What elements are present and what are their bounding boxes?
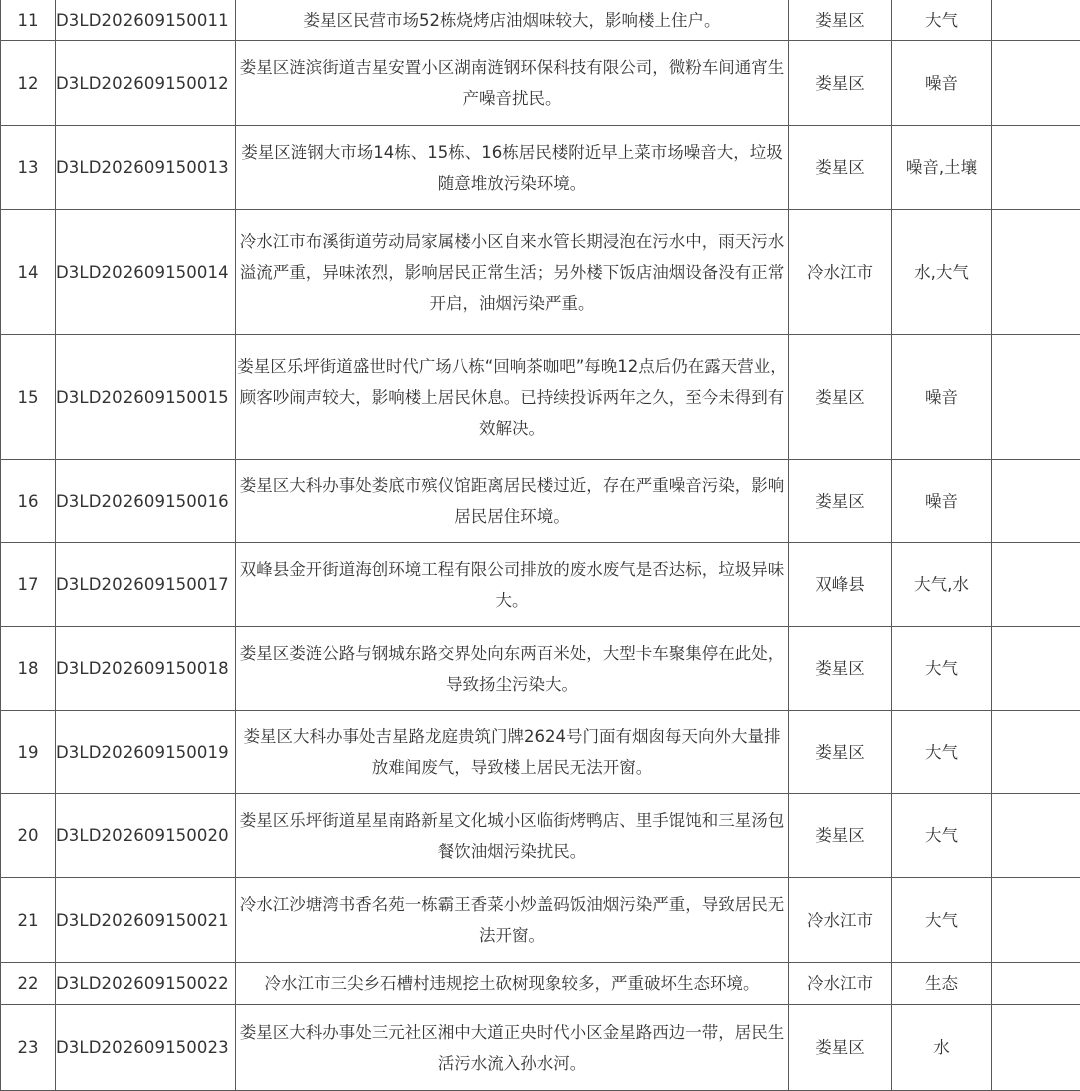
pollution-type: 噪音 <box>892 335 992 460</box>
case-note <box>992 0 1080 41</box>
case-note <box>992 878 1080 963</box>
case-area: 娄星区 <box>789 41 892 126</box>
pollution-type: 大气 <box>892 794 992 878</box>
row-number: 19 <box>1 711 56 794</box>
case-area: 双峰县 <box>789 543 892 627</box>
case-area: 娄星区 <box>789 711 892 794</box>
case-area: 娄星区 <box>789 794 892 878</box>
row-number: 17 <box>1 543 56 627</box>
case-area: 冷水江市 <box>789 878 892 963</box>
pollution-type: 大气,水 <box>892 543 992 627</box>
case-description: 娄星区乐坪街道星星南路新星文化城小区临街烤鸭店、里手馄饨和三星汤包餐饮油烟污染扰民。 <box>236 794 789 878</box>
table-row <box>1 711 1080 794</box>
case-area: 娄星区 <box>789 1005 892 1091</box>
case-note <box>992 711 1080 794</box>
case-note <box>992 543 1080 627</box>
row-number: 16 <box>1 460 56 543</box>
table-row <box>1 543 1080 627</box>
row-number: 20 <box>1 794 56 878</box>
row-number: 12 <box>1 41 56 126</box>
case-description: 娄星区大科办事处吉星路龙庭贵筑门牌2624号门面有烟囱每天向外大量排放难闻废气，导致楼上居民无法开窗。 <box>236 711 789 794</box>
table-row <box>1 0 1080 41</box>
table-row <box>1 460 1080 543</box>
case-code: D3LD202609150019 <box>56 711 236 794</box>
case-area: 冷水江市 <box>789 210 892 335</box>
table-row <box>1 963 1080 1005</box>
table-row <box>1 794 1080 878</box>
case-code: D3LD202609150023 <box>56 1005 236 1091</box>
case-area: 娄星区 <box>789 335 892 460</box>
table-row <box>1 627 1080 711</box>
case-area: 娄星区 <box>789 627 892 711</box>
case-note <box>992 210 1080 335</box>
case-note <box>992 460 1080 543</box>
pollution-type: 大气 <box>892 878 992 963</box>
case-code: D3LD202609150012 <box>56 41 236 126</box>
case-description: 冷水江沙塘湾书香名苑一栋霸王香菜小炒盖码饭油烟污染严重，导致居民无法开窗。 <box>236 878 789 963</box>
row-number: 18 <box>1 627 56 711</box>
case-description: 冷水江市布溪街道劳动局家属楼小区自来水管长期浸泡在污水中，雨天污水溢流严重，异味浓烈，影响居民正常生活；另外楼下饭店油烟设备没有正常开启，油烟污染严重。 <box>236 210 789 335</box>
pollution-type: 噪音,土壤 <box>892 126 992 210</box>
case-note <box>992 963 1080 1005</box>
case-area: 娄星区 <box>789 460 892 543</box>
case-description: 娄星区大科办事处娄底市殡仪馆距离居民楼过近，存在严重噪音污染，影响居民居住环境。 <box>236 460 789 543</box>
table-row <box>1 41 1080 126</box>
case-code: D3LD202609150013 <box>56 126 236 210</box>
pollution-type: 大气 <box>892 711 992 794</box>
case-code: D3LD202609150020 <box>56 794 236 878</box>
row-number: 15 <box>1 335 56 460</box>
case-code: D3LD202609150015 <box>56 335 236 460</box>
row-number: 22 <box>1 963 56 1005</box>
case-code: D3LD202609150017 <box>56 543 236 627</box>
row-number: 14 <box>1 210 56 335</box>
case-note <box>992 41 1080 126</box>
case-description: 娄星区大科办事处三元社区湘中大道正央时代小区金星路西边一带，居民生活污水流入孙水河。 <box>236 1005 789 1091</box>
table-row <box>1 210 1080 335</box>
table-row <box>1 1005 1080 1091</box>
row-number: 11 <box>1 0 56 41</box>
case-description: 娄星区涟钢大市场14栋、15栋、16栋居民楼附近早上菜市场噪音大，垃圾随意堆放污染环境。 <box>236 126 789 210</box>
case-code: D3LD202609150021 <box>56 878 236 963</box>
pollution-type: 噪音 <box>892 460 992 543</box>
case-area: 娄星区 <box>789 126 892 210</box>
row-number: 21 <box>1 878 56 963</box>
table-row <box>1 878 1080 963</box>
case-area: 娄星区 <box>789 0 892 41</box>
case-code: D3LD202609150018 <box>56 627 236 711</box>
case-note <box>992 1005 1080 1091</box>
case-note <box>992 335 1080 460</box>
case-code: D3LD202609150016 <box>56 460 236 543</box>
pollution-type: 生态 <box>892 963 992 1005</box>
case-description: 娄星区娄涟公路与钢城东路交界处向东两百米处，大型卡车聚集停在此处，导致扬尘污染大。 <box>236 627 789 711</box>
case-code: D3LD202609150022 <box>56 963 236 1005</box>
case-code: D3LD202609150014 <box>56 210 236 335</box>
case-code: D3LD202609150011 <box>56 0 236 41</box>
case-description: 冷水江市三尖乡石槽村违规挖土砍树现象较多，严重破坏生态环境。 <box>236 963 789 1005</box>
case-note <box>992 794 1080 878</box>
case-note <box>992 627 1080 711</box>
pollution-type: 大气 <box>892 0 992 41</box>
pollution-type: 水,大气 <box>892 210 992 335</box>
table-row <box>1 126 1080 210</box>
case-note <box>992 126 1080 210</box>
case-area: 冷水江市 <box>789 963 892 1005</box>
case-description: 双峰县金开街道海创环境工程有限公司排放的废水废气是否达标，垃圾异味大。 <box>236 543 789 627</box>
case-description: 娄星区涟滨街道吉星安置小区湖南涟钢环保科技有限公司，微粉车间通宵生产噪音扰民。 <box>236 41 789 126</box>
pollution-type: 大气 <box>892 627 992 711</box>
case-description: 娄星区乐坪街道盛世时代广场八栋“回响茶咖吧”每晚12点后仍在露天营业，顾客吵闹声较大，影响楼上居民休息。已持续投诉两年之久，至今未得到有效解决。 <box>236 335 789 460</box>
case-description: 娄星区民营市场52栋烧烤店油烟味较大，影响楼上住户。 <box>236 0 789 41</box>
pollution-type: 水 <box>892 1005 992 1091</box>
pollution-type: 噪音 <box>892 41 992 126</box>
row-number: 23 <box>1 1005 56 1091</box>
row-number: 13 <box>1 126 56 210</box>
table-row <box>1 335 1080 460</box>
